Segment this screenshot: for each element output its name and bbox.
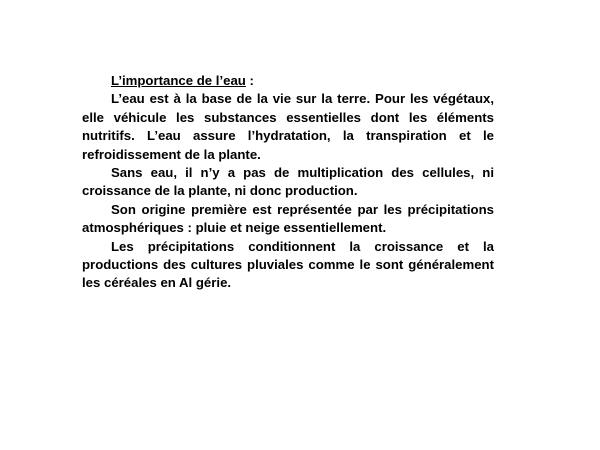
paragraph-3: Son origine première est représentée par les précipitations atmosphériques : pluie et neige essentiellement. bbox=[82, 201, 494, 236]
section-heading-suffix: : bbox=[245, 73, 254, 88]
section-heading-title: L’importance de l’eau bbox=[111, 73, 246, 88]
section-heading bbox=[82, 72, 494, 90]
text-block bbox=[82, 72, 494, 293]
paragraph-1: L’eau est à la base de la vie sur la terre. Pour les végétaux, elle véhicule les substances essentielles dont les éléments nutritifs. L’eau assure l’hydratation, la transpiration et le refroidissement de la plante. bbox=[82, 91, 494, 162]
paragraph-2: Sans eau, il n’y a pas de multiplication des cellules, ni croissance de la plante, ni donc production. bbox=[82, 165, 494, 199]
paragraph-4: Les précipitations conditionnent la croissance et la productions des cultures pluviales comme le sont généralement les céréales en Al gérie. bbox=[82, 238, 494, 291]
